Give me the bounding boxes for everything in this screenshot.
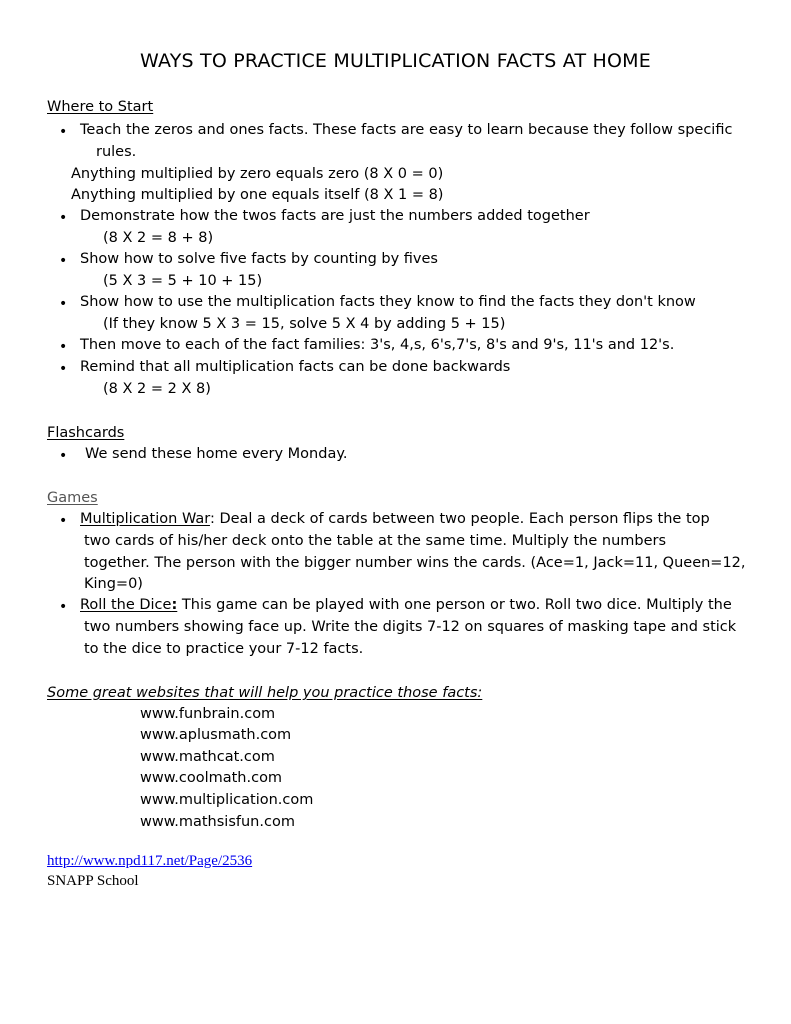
where-line-4a: Show how to use the multiplication facts they know to find the facts they don't know: [80, 294, 696, 310]
dice-line-c: to the dice to practice your 7-12 facts.: [84, 641, 364, 657]
website-mathsisfun: www.mathsisfun.com: [140, 814, 295, 830]
website-mathcat: www.mathcat.com: [140, 749, 275, 765]
where-line-4b: (If they know 5 X 3 = 15, solve 5 X 4 by adding 5 + 15): [103, 316, 506, 332]
multiplication-war-title: Multiplication War: [80, 511, 210, 527]
where-line-1c: Anything multiplied by zero equals zero (8 X 0 = 0): [71, 166, 444, 182]
where-line-3b: (5 X 3 = 5 + 10 + 15): [103, 273, 263, 289]
where-line-1a: Teach the zeros and ones facts. These facts are easy to learn because they follow specific: [80, 122, 733, 138]
website-multiplication: www.multiplication.com: [140, 792, 314, 808]
roll-the-dice-title: Roll the Dice: [80, 597, 172, 613]
where-line-1d: Anything multiplied by one equals itself (8 X 1 = 8): [71, 187, 444, 203]
bullet-icon: •: [59, 210, 68, 226]
where-line-2b: (8 X 2 = 8 + 8): [103, 230, 214, 246]
where-to-start-heading: Where to Start: [47, 99, 154, 115]
bullet-icon: •: [59, 339, 68, 355]
games-heading: Games: [47, 490, 98, 506]
footer-url-line: [47, 853, 252, 870]
website-funbrain: www.funbrain.com: [140, 706, 276, 722]
website-coolmath: www.coolmath.com: [140, 770, 283, 786]
flashcards-heading: Flashcards: [47, 425, 125, 441]
page-title: WAYS TO PRACTICE MULTIPLICATION FACTS AT HOME: [140, 50, 651, 72]
dice-colon: :: [171, 597, 178, 613]
bullet-icon: •: [59, 599, 68, 615]
war-line-d: King=0): [84, 576, 143, 592]
flashcards-line-1: We send these home every Monday.: [85, 446, 348, 462]
where-line-6a: Remind that all multiplication facts can be done backwards: [80, 359, 511, 375]
bullet-icon: •: [59, 448, 68, 464]
dice-text-a: This game can be played with one person or two. Roll two dice. Multiply the: [177, 597, 732, 613]
where-line-1b: rules.: [96, 144, 137, 160]
bullet-icon: •: [59, 253, 68, 269]
war-text-a: : Deal a deck of cards between two people. Each person flips the top: [209, 511, 710, 527]
where-line-3a: Show how to solve five facts by counting by fives: [80, 251, 438, 267]
war-line-b: two cards of his/her deck onto the table at the same time. Multiply the numbers: [84, 533, 667, 549]
bullet-icon: •: [59, 361, 68, 377]
where-line-6b: (8 X 2 = 2 X 8): [103, 381, 211, 397]
websites-heading: Some great websites that will help you practice those facts:: [47, 685, 483, 701]
war-line-a: [80, 512, 710, 527]
website-aplusmath: www.aplusmath.com: [140, 727, 292, 743]
war-line-c: together. The person with the bigger number wins the cards. (Ace=1, Jack=11, Queen=12,: [84, 555, 746, 571]
footer-school: SNAPP School: [47, 873, 139, 889]
dice-line-a: [80, 598, 732, 613]
where-line-5a: Then move to each of the fact families: 3's, 4,s, 6's,7's, 8's and 9's, 11's and 12's.: [80, 337, 675, 353]
npd117-link[interactable]: http://www.npd117.net/Page/2536: [47, 853, 253, 869]
bullet-icon: •: [59, 296, 68, 312]
bullet-icon: •: [59, 124, 68, 140]
where-line-2a: Demonstrate how the twos facts are just the numbers added together: [80, 208, 590, 224]
bullet-icon: •: [59, 513, 68, 529]
dice-line-b: two numbers showing face up. Write the digits 7-12 on squares of masking tape and stick: [84, 619, 737, 635]
